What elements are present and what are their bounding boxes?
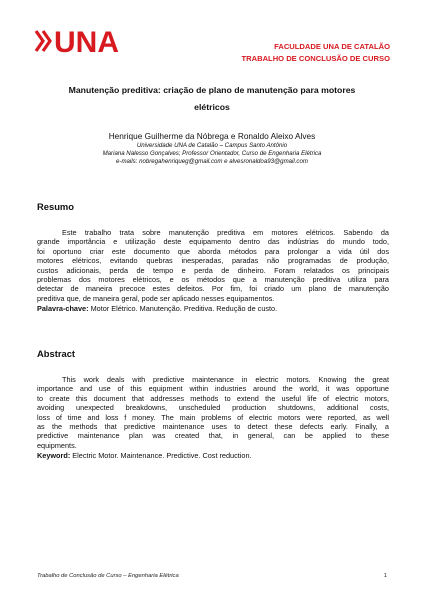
document-type: TRABALHO DE CONCLUSÃO DE CURSO	[241, 54, 390, 63]
paper-title-line-2: elétricos	[194, 102, 230, 112]
author-emails: e-mails: nobregahenriqueg@gmail.com e alvesronaldoa93@gmail.com	[116, 158, 308, 166]
resumo-body	[37, 228, 389, 303]
abstract-keywords	[37, 451, 252, 460]
author-block	[30, 131, 394, 167]
resumo-line: custos adicionais, perda de tempo e perda de dinheiro. Foram relatados os principais	[37, 265, 389, 275]
resumo-keywords	[37, 304, 277, 313]
resumo-line: grande importância e utilização deste equipamento dentro das indústrias do mundo todo,	[37, 237, 389, 247]
logo-text: UNA	[54, 27, 119, 55]
affiliation-university: Universidade UNA de Catalão – Campus Santo Antônio	[136, 142, 288, 149]
resumo-heading: Resumo	[37, 201, 74, 212]
institution-name: FACULDADE UNA DE CATALÃO	[274, 42, 390, 51]
resumo-line: Este trabalho trata sobre manutenção preditiva em motores elétricos. Sabendo da	[62, 228, 389, 237]
abstract-keywords-label: Keyword:	[37, 451, 71, 460]
resumo-line: foi oportuno criar este documento que aborda métodos para prolongar a vida útil dos	[37, 246, 389, 256]
abstract-line: This work deals with predictive maintenance in electric motors. Knowing the great	[62, 375, 389, 384]
paper-title	[40, 82, 384, 116]
affiliation-advisor: Mariana Nalesso Gonçalves; Professor Orientador, Curso de Engenharia Elétrica	[102, 150, 322, 158]
page-footer: Trabalho de Conclusão de Curso – Engenharia Elétrica	[37, 573, 179, 579]
abstract-line: predictive maintenance plan was created that, in general, can be applied to these	[37, 431, 389, 441]
resumo-line: motores elétricos, evitando quebras inesperadas, paradas não programadas de produção,	[37, 256, 389, 266]
una-logo	[34, 27, 154, 55]
abstract-keywords-text: Electric Motor. Maintenance. Predictive. Cost reduction.	[72, 451, 252, 460]
abstract-line: loss of time and loss f money. The main problems of electric motors were reported, as well	[37, 412, 389, 422]
una-logo-mark	[34, 27, 154, 55]
resumo-line: detectar de maneira precoce estes defeitos. Por fim, foi criado um plano de manutenção	[37, 284, 389, 294]
abstract-heading: Abstract	[37, 348, 76, 359]
page-number: 1	[383, 573, 387, 579]
resumo-line: problemas dos motores elétricos, e os métodos que a manutenção preditiva utiliza para	[37, 274, 389, 284]
resumo-keywords-label: Palavra-chave:	[37, 304, 89, 313]
abstract-body	[37, 375, 389, 450]
resumo-line: preditiva que, de maneira geral, pode ser aplicado nesses equipamentos.	[37, 293, 275, 303]
abstract-line: equipments.	[37, 440, 77, 450]
abstract-line: as the methods that predictive maintenance uses to detect these defects early. Finally, a	[37, 421, 389, 431]
institution-block	[241, 41, 390, 65]
paper-title-line-1: Manutenção preditiva: criação de plano de manutenção para motores	[68, 85, 356, 95]
abstract-line: importance and use of this equipment within industries around the world, it was opportune	[37, 384, 389, 394]
author-names: Henrique Guilherme da Nóbrega e Ronaldo Aleixo Alves	[108, 131, 316, 141]
abstract-line: avoiding unexpected breakdowns, unscheduled production shutdowns, additional costs,	[37, 403, 389, 413]
resumo-keywords-text: Motor Elétrico. Manutenção. Preditiva. Redução de custo.	[90, 304, 278, 313]
abstract-line: to create this document that addresses methods to extend the useful life of electric motors,	[37, 393, 389, 403]
